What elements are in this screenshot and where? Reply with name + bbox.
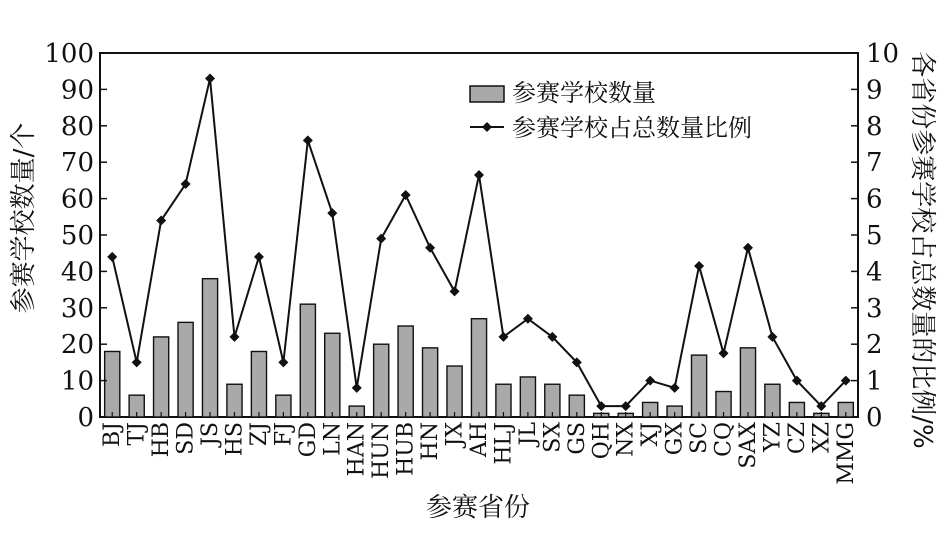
y2-tick-label: 2 (866, 330, 883, 361)
x-tick-label: AH (467, 422, 492, 458)
y2-tick-label: 0 (866, 403, 883, 433)
x-tick-label: QH (589, 422, 615, 460)
bar-SD (178, 322, 193, 417)
y2-tick-label: 4 (866, 257, 883, 288)
x-tick-label: XJ (638, 422, 664, 447)
bar-SAX (740, 348, 755, 417)
ratio-point-JS (205, 73, 215, 83)
y2-tick-label: 7 (866, 148, 883, 179)
y-tick-label: 60 (60, 184, 94, 215)
x-tick-label: XZ (809, 422, 835, 453)
x-tick-label: SX (540, 422, 566, 453)
ratio-point-BJ (107, 252, 117, 262)
ratio-point-YZ (767, 332, 777, 342)
y-tick-label: 20 (60, 330, 94, 361)
bar-JS (202, 279, 217, 417)
y-axis-label: 参赛学校数量/个 (9, 122, 39, 314)
x-tick-label: HUN (369, 422, 395, 479)
ratio-point-HAN (352, 383, 362, 393)
y-tick-label: 70 (60, 148, 94, 179)
bar-AH (471, 319, 486, 417)
x-tick-label: HAN (344, 422, 370, 477)
y-tick-label: 0 (77, 403, 94, 433)
x-tick-label: ZJ (246, 422, 272, 447)
y2-tick-label: 5 (866, 221, 883, 251)
ratio-point-JX (450, 286, 460, 296)
x-tick-label: CZ (784, 422, 810, 455)
x-tick-label: GS (564, 422, 590, 455)
x-tick-label: LN (320, 422, 346, 456)
x-tick-label: HN (418, 422, 444, 461)
ratio-point-TJ (132, 357, 142, 367)
y-tick-label: 30 (60, 293, 94, 324)
x-tick-label: HLJ (491, 422, 517, 465)
bar-series (105, 279, 854, 417)
ratio-point-SAX (743, 243, 753, 253)
x-tick-label: SC (687, 422, 713, 454)
legend-bar-swatch (470, 86, 504, 102)
x-tick-label: SAX (735, 422, 761, 469)
ratio-point-ZJ (254, 252, 264, 262)
y2-axis-label: 各省份参赛学校占总数量的比例/% (907, 51, 937, 449)
x-tick-label: JX (442, 422, 468, 447)
x-tick-label: HUB (393, 422, 419, 476)
y-tick-label: 90 (60, 75, 94, 106)
y-tick-label: 50 (60, 221, 94, 251)
y2-tick-label: 9 (866, 75, 883, 106)
ratio-point-LN (327, 208, 337, 218)
x-tick-label: GD (295, 422, 321, 458)
x-tick-label: GX (662, 422, 688, 456)
bar-JX (447, 366, 462, 417)
x-tick-label: JS (198, 422, 224, 446)
ratio-point-SC (694, 261, 704, 271)
ratio-point-GX (670, 383, 680, 393)
y-tick-label: 10 (60, 366, 94, 397)
ratio-point-GD (303, 135, 313, 145)
bar-LN (325, 333, 340, 417)
left-axis-ticks (44, 39, 107, 433)
bar-GD (300, 304, 315, 417)
legend-line-label: 参赛学校占总数量比例 (512, 114, 752, 142)
bar-BJ (105, 351, 120, 417)
y2-tick-label: 8 (866, 111, 883, 142)
ratio-point-QH (596, 401, 606, 411)
bar-JL (520, 377, 535, 417)
ratio-point-CQ (719, 348, 729, 358)
x-tick-label: MMG (833, 422, 859, 485)
x-tick-label: TJ (124, 422, 150, 446)
y-tick-label: 80 (60, 111, 94, 142)
bar-SC (691, 355, 706, 417)
bar-ZJ (251, 351, 266, 417)
x-axis-ticks (100, 412, 859, 485)
ratio-point-HUN (376, 234, 386, 244)
ratio-point-AH (474, 170, 484, 180)
x-tick-label: FJ (271, 422, 297, 447)
x-tick-label: NX (613, 422, 639, 457)
x-tick-label: CQ (711, 422, 737, 457)
y-tick-label: 40 (60, 257, 94, 288)
y-tick-label: 100 (44, 39, 94, 69)
x-tick-label: JL (515, 422, 541, 446)
ratio-point-FJ (278, 357, 288, 367)
x-tick-label: HS (222, 422, 248, 457)
bar-HN (423, 348, 438, 417)
ratio-point-HUB (401, 190, 411, 200)
x-tick-label: HB (149, 422, 175, 458)
x-tick-label: YZ (760, 422, 786, 452)
ratio-point-HS (229, 332, 239, 342)
y2-tick-label: 3 (866, 293, 883, 324)
legend (470, 79, 752, 142)
y2-tick-label: 10 (866, 39, 900, 69)
y2-tick-label: 1 (866, 366, 883, 397)
x-tick-label: SD (173, 422, 199, 455)
x-tick-label: BJ (100, 422, 126, 447)
bar-HB (154, 337, 169, 417)
y2-tick-label: 6 (866, 184, 883, 215)
ratio-point-HN (425, 243, 435, 253)
x-axis-label: 参赛省份 (425, 493, 531, 523)
bar-HUB (398, 326, 413, 417)
legend-bar-label: 参赛学校数量 (512, 79, 656, 107)
bar-HUN (374, 344, 389, 417)
legend-line-marker (482, 122, 492, 132)
